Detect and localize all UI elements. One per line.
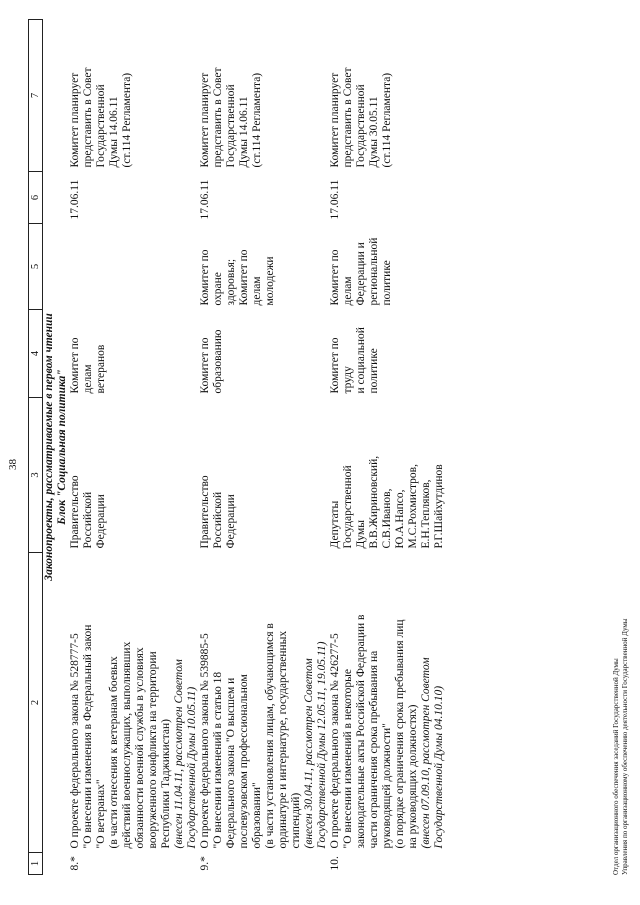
table-row (199, 20, 329, 875)
bill-title-line: стипендий) (290, 792, 302, 849)
consideration-date: 17.06.11 (199, 179, 211, 220)
status-line: Государственной (225, 84, 237, 168)
initiator (199, 398, 329, 553)
status-line: представить в Совет (212, 67, 224, 168)
bill-title (69, 553, 199, 853)
page-number: 38 (7, 459, 19, 470)
initiator-line: Федерации (225, 494, 237, 549)
footer-line: Управления по организационному обеспечению деятельности Государственной Думы (621, 618, 629, 875)
bill-title-line: (в части отнесения к ветеранам боевых (108, 656, 120, 849)
initiator-line: Федерации (95, 494, 107, 549)
bill-title-line: "О внесении изменения в Федеральный закон (82, 624, 94, 849)
consideration-date: 17.06.11 (329, 179, 341, 220)
status-line: Думы 30.05.11 (368, 96, 380, 168)
initiator-line: Думы (355, 520, 367, 549)
row-number: 10. (329, 856, 341, 871)
column-number: 5 (29, 224, 43, 310)
responsible-committee (69, 310, 199, 398)
column-number: 6 (29, 172, 43, 224)
status-line: Комитет планирует (329, 72, 341, 168)
bill-title-line: О проекте федерального закона № 426277-5 (329, 633, 341, 849)
initiator-line: Правительство (69, 475, 81, 549)
bill-note-line: Государственной Думы 10.05.11) (186, 686, 198, 849)
status-note (69, 20, 199, 172)
bill-title-line: "О внесении изменений в статью 18 (212, 671, 224, 849)
bill-title-line: обязанности военной службы в условиях (134, 647, 146, 849)
co-executor-committees (329, 224, 446, 310)
bill-title-line: вооруженного конфликта на территории (147, 651, 159, 849)
table-row (329, 20, 446, 875)
co-executor-line: Федерации и (355, 242, 367, 306)
bill-title-line: послевузовском профессиональном (238, 674, 250, 849)
bill-title-line: руководящей должности" (381, 723, 393, 849)
bill-title (199, 553, 329, 853)
row-number: 9.* (199, 856, 211, 871)
status-line: Думы 14.06.11 (238, 96, 250, 168)
footer (612, 619, 630, 875)
column-number: 3 (29, 398, 43, 553)
initiator (329, 398, 446, 553)
status-line: Государственной (95, 84, 107, 168)
bill-title-line: Республики Таджикистан) (160, 719, 172, 849)
co-executor-line: региональной (368, 237, 380, 306)
bill-title-line: части ограничения срока пребывания на (368, 650, 380, 849)
footer-line: Отдел организационного обеспечения заседаний Государственной Думы (612, 658, 620, 875)
initiator-line: Р.Г.Шайхутдинов (433, 464, 445, 549)
bill-title-line: Федерального закона "О высшем и (225, 677, 237, 849)
initiator-line: В.В.Жириновский, (368, 455, 380, 549)
co-executor-line: молодежи (264, 256, 276, 306)
bill-title-line: образовании" (251, 782, 263, 849)
responsible-line: политике (368, 348, 380, 394)
co-executor-line: Комитет по делам (329, 249, 354, 306)
bill-note-line: (внесен 07.09.10, рассмотрен Советом (420, 657, 432, 849)
status-line: представить в Совет (342, 67, 354, 168)
bill-note-line: Государственной Думы 04.10.10) (433, 685, 445, 849)
responsible-line: Комитет по (199, 337, 211, 394)
initiator-line: Правительство (199, 475, 211, 549)
responsible-line: ветеранов (95, 344, 107, 394)
bill-note-line: (внесен 11.04.11, рассмотрен Советом (173, 659, 185, 849)
column-number: 2 (29, 553, 43, 853)
status-line: представить в Совет (82, 67, 94, 168)
status-note (329, 20, 446, 172)
bill-title-line: законодательные акты Российской Федерации в (355, 614, 367, 849)
column-number-header (29, 20, 43, 875)
co-executor-line: Комитет по охране (199, 249, 224, 306)
status-line: (ст.114 Регламента) (381, 72, 393, 168)
consideration-date: 17.06.11 (69, 179, 81, 220)
responsible-line: Комитет по труду (329, 337, 354, 394)
co-executor-line: здоровья; (225, 258, 237, 306)
status-note (199, 20, 329, 172)
column-number: 7 (29, 20, 43, 172)
bill-note-line: (внесен 30.04.11, рассмотрен Советом (303, 658, 315, 849)
status-line: Государственной (355, 84, 367, 168)
bill-title-line: О проекте федерального закона № 539885-5 (199, 633, 211, 849)
co-executor-committees (69, 224, 199, 310)
responsible-line: Комитет по делам (69, 337, 94, 394)
co-executor-line: политике (381, 260, 393, 306)
row-number: 8.* (69, 856, 81, 871)
status-line: Думы 14.06.11 (108, 96, 120, 168)
bill-title-line: "О ветеранах" (95, 779, 107, 849)
responsible-line: и социальной (355, 327, 367, 394)
initiator-line: С.В.Иванов, (381, 488, 393, 549)
bill-title-line: ординатуре и интернатуре, государственных (277, 630, 289, 849)
bill-title-line: (в части установления лицам, обучающимся в (264, 623, 276, 849)
initiator-line: М.С.Рохмистров, (407, 464, 419, 549)
initiator-line: Российской (82, 491, 94, 549)
status-line: (ст.114 Регламента) (121, 72, 133, 168)
table-row (69, 20, 199, 875)
responsible-committee (329, 310, 446, 398)
column-number: 4 (29, 310, 43, 398)
initiator-line: Российской (212, 491, 224, 549)
initiator (69, 398, 199, 553)
initiator-line: Е.Н.Тепляков, (420, 479, 432, 549)
bill-title (329, 553, 446, 853)
bill-title-line: действий военнослужащих, выполнявших (121, 641, 133, 849)
co-executor-committees (199, 224, 329, 310)
responsible-committee (199, 310, 329, 398)
initiator-line: Государственной (342, 465, 354, 549)
block-title: Блок "Социальная политика" (56, 369, 68, 525)
status-line: Комитет планирует (199, 72, 211, 168)
responsible-line: образованию (212, 329, 224, 394)
bill-title-line: (о порядке ограничения срока пребывания лиц (394, 619, 406, 849)
agenda-table (28, 19, 446, 875)
status-line: (ст.114 Регламента) (251, 72, 263, 168)
co-executor-line: Комитет по делам (238, 249, 263, 306)
initiator-line: Депутаты (329, 500, 341, 549)
section-title: Законопроекты, рассматриваемые в первом чтении (43, 313, 55, 581)
status-line: Комитет планирует (69, 72, 81, 168)
bill-note-line: Государственной Думы 12.05.11, 19.05.11) (316, 641, 328, 849)
column-number: 1 (29, 853, 43, 875)
bill-rows (69, 20, 446, 875)
bill-title-line: "О внесении изменений в некоторые (342, 669, 354, 849)
initiator-line: Ю.А.Напсо, (394, 489, 406, 549)
bill-title-line: на руководящих должностях) (407, 704, 419, 849)
bill-title-line: О проекте федерального закона № 528777-5 (69, 633, 81, 849)
